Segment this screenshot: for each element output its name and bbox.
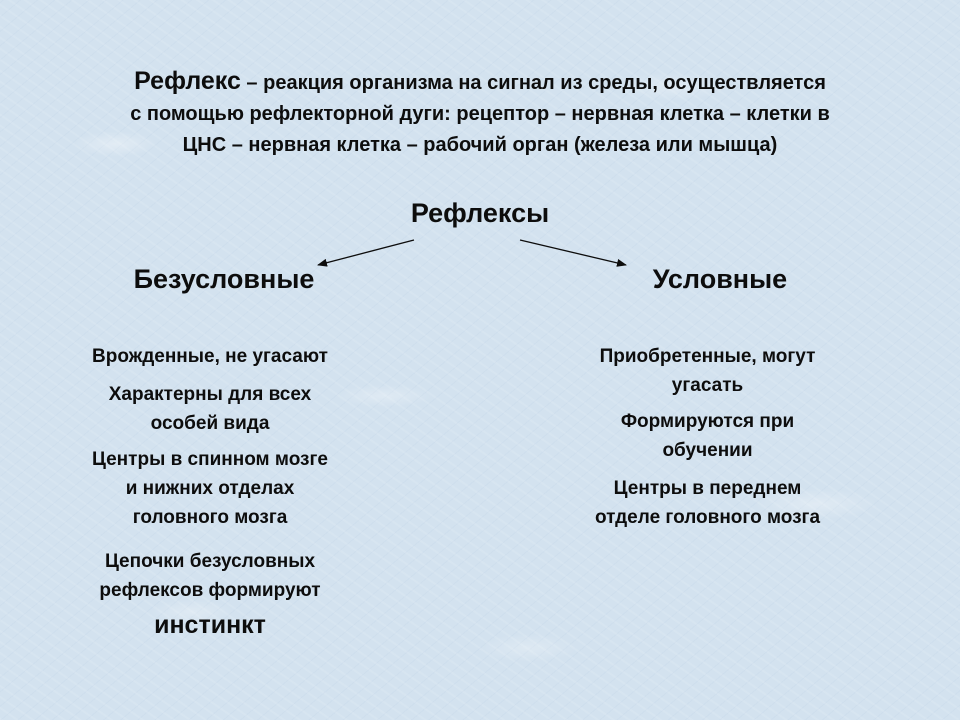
conditioned-item-acquired-line-1: Приобретенные, могут <box>599 346 816 367</box>
unconditioned-item-centers-line-2: и нижних отделах <box>125 478 295 499</box>
reflexes-title: Рефлексы <box>410 198 550 228</box>
definition-term: Рефлекс <box>134 67 241 95</box>
conditioned-heading: Условные <box>652 264 788 294</box>
unconditioned-item-innate: Врожденные, не угасают <box>92 346 328 367</box>
definition-line-3: ЦНС – нервная клетка – рабочий орган (железа или мышца) <box>182 134 778 156</box>
conditioned-item-learning-line-2: обучении <box>662 440 753 461</box>
arrow-right <box>520 240 626 265</box>
unconditioned-item-species-line-1: Характерны для всех <box>108 384 312 405</box>
conditioned-item-centers-line-2: отделе головного мозга <box>594 507 821 528</box>
unconditioned-item-chains-line-2: рефлексов формируют <box>99 580 321 601</box>
unconditioned-item-centers-line-3: головного мозга <box>132 507 288 528</box>
conditioned-item-centers-line-1: Центры в переднем <box>613 478 802 499</box>
conditioned-item-acquired-line-2: угасать <box>671 375 744 396</box>
unconditioned-item-species-line-2: особей вида <box>150 413 270 434</box>
unconditioned-heading: Безусловные <box>133 264 315 294</box>
conditioned-item-learning-line-1: Формируются при <box>620 411 795 432</box>
definition-line-1-text: – реакция организма на сигнал из среды, осуществляется <box>240 72 826 94</box>
arrow-left <box>318 240 414 265</box>
unconditioned-item-centers-line-1: Центры в спинном мозге <box>92 449 328 470</box>
unconditioned-item-instinct: инстинкт <box>154 611 266 639</box>
unconditioned-item-chains-line-1: Цепочки безусловных <box>104 551 316 572</box>
definition-line-2: с помощью рефлекторной дуги: рецептор – нервная клетка – клетки в <box>130 103 830 125</box>
